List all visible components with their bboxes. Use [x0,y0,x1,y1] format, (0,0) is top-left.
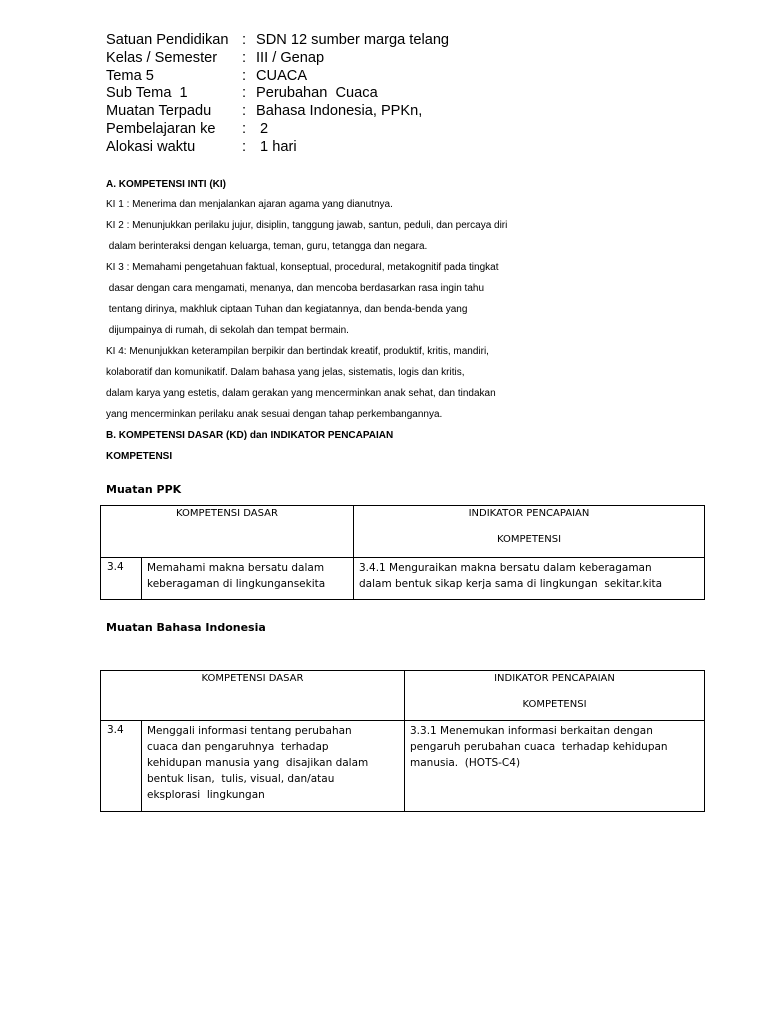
identity-row [106,85,449,103]
identity-label: Pembelajaran ke [106,120,216,137]
kd-text [142,721,405,812]
identity-value: 2 [256,120,269,137]
kd-line: Memahami makna bersatu dalam [147,562,325,574]
indicator-header: INDIKATOR PENCAPAIAN [468,508,590,519]
indicator-header-cell [354,506,705,558]
ki-line: KI 2 : Menunjukkan perilaku jujur, disiplin, tanggung jawab, santun, peduli, dan percaya diri [106,220,508,231]
kd-line: cuaca dan pengaruhnya terhadap [147,741,329,753]
section-b-title-cont: KOMPETENSI [106,451,173,462]
ki-line: dalam berinteraksi dengan keluarga, teman, guru, tetangga dan negara. [106,241,428,252]
indicator-text [405,721,705,812]
identity-value: Perubahan Cuaca [256,85,378,102]
indicator-line: 3.3.1 Menemukan informasi berkaitan dengan [410,725,653,737]
kd-number: 3.4 [101,721,142,812]
identity-row [106,68,449,86]
kd-header: KOMPETENSI DASAR [176,508,278,519]
indicator-text [354,558,705,600]
identity-row [106,139,449,157]
indicator-line: 3.4.1 Menguraikan makna bersatu dalam keberagaman [359,562,652,574]
identity-row [106,32,449,50]
identity-label: Alokasi waktu [106,138,196,155]
identity-block [106,32,449,157]
identity-value: CUACA [256,67,308,84]
section-a-title: A. KOMPETENSI INTI (KI) [106,179,226,190]
identity-colon: : [242,138,247,155]
ki-line: tentang dirinya, makhluk ciptaan Tuhan dan kegiatannya, dan benda-benda yang [106,304,468,315]
identity-label: Sub Tema 1 [106,85,188,102]
identity-colon: : [242,85,247,102]
indicator-line: manusia. (HOTS-C4) [410,757,521,769]
ppk-title: Muatan PPK [106,483,182,496]
indicator-header-cont: KOMPETENSI [496,534,562,545]
identity-label: Satuan Pendidikan [106,32,229,48]
bi-table [100,670,705,812]
ki-line: KI 1 : Menerima dan menjalankan ajaran agama yang dianutnya. [106,199,393,210]
identity-label: Tema 5 [106,67,154,84]
ki-line: KI 4: Menunjukkan keterampilan berpikir dan bertindak kreatif, produktif, kritis, mandiri, [106,346,489,357]
identity-value: III / Genap [256,49,325,66]
identity-value: 1 hari [256,138,297,155]
kd-line: eksplorasi lingkungan [147,789,265,801]
ki-line: dasar dengan cara mengamati, menanya, dan mencoba berdasarkan rasa ingin tahu [106,283,485,294]
identity-colon: : [242,67,247,84]
identity-value: Bahasa Indonesia, PPKn, [256,103,423,120]
kd-header-cell [101,506,354,558]
ki-line: kolaboratif dan komunikatif. Dalam bahasa yang jelas, sistematis, logis dan kritis, [106,367,465,378]
ki-line: dalam karya yang estetis, dalam gerakan yang mencerminkan anak sehat, dan tindakan [106,388,496,399]
kd-header-cell [101,671,405,721]
identity-value: SDN 12 sumber marga telang [256,32,450,48]
identity-colon: : [242,120,247,137]
ki-line: KI 3 : Memahami pengetahuan faktual, konseptual, procedural, metakognitif pada tingkat [106,262,499,273]
ki-line: dijumpainya di rumah, di sekolah dan tempat bermain. [106,325,349,336]
indicator-header: INDIKATOR PENCAPAIAN [494,673,615,684]
kd-line: keberagaman di lingkungansekita [147,578,326,590]
identity-row [106,121,449,139]
kd-line: Menggali informasi tentang perubahan [147,725,352,737]
indicator-header-cont: KOMPETENSI [522,699,587,710]
identity-colon: : [242,32,247,48]
indicator-header-cell [405,671,705,721]
section-b-title: B. KOMPETENSI DASAR (KD) dan INDIKATOR PENCAPAIAN [106,430,394,441]
kd-text [142,558,354,600]
identity-row [106,103,449,121]
kd-header: KOMPETENSI DASAR [201,673,304,684]
kd-line: bentuk lisan, tulis, visual, dan/atau [147,773,335,785]
identity-label: Kelas / Semester [106,49,218,66]
identity-label: Muatan Terpadu [106,103,212,120]
identity-row [106,50,449,68]
ppk-table [100,505,705,600]
bi-title: Muatan Bahasa Indonesia [106,621,266,634]
kd-line: kehidupan manusia yang disajikan dalam [147,757,369,769]
identity-colon: : [242,103,247,120]
indicator-line: pengaruh perubahan cuaca terhadap kehidupan [410,741,668,753]
kd-number: 3.4 [101,558,142,600]
identity-colon: : [242,49,247,66]
indicator-line: dalam bentuk sikap kerja sama di lingkungan sekitar.kita [359,578,663,590]
ki-line: yang mencerminkan perilaku anak sesuai dengan tahap perkembangannya. [106,409,443,420]
